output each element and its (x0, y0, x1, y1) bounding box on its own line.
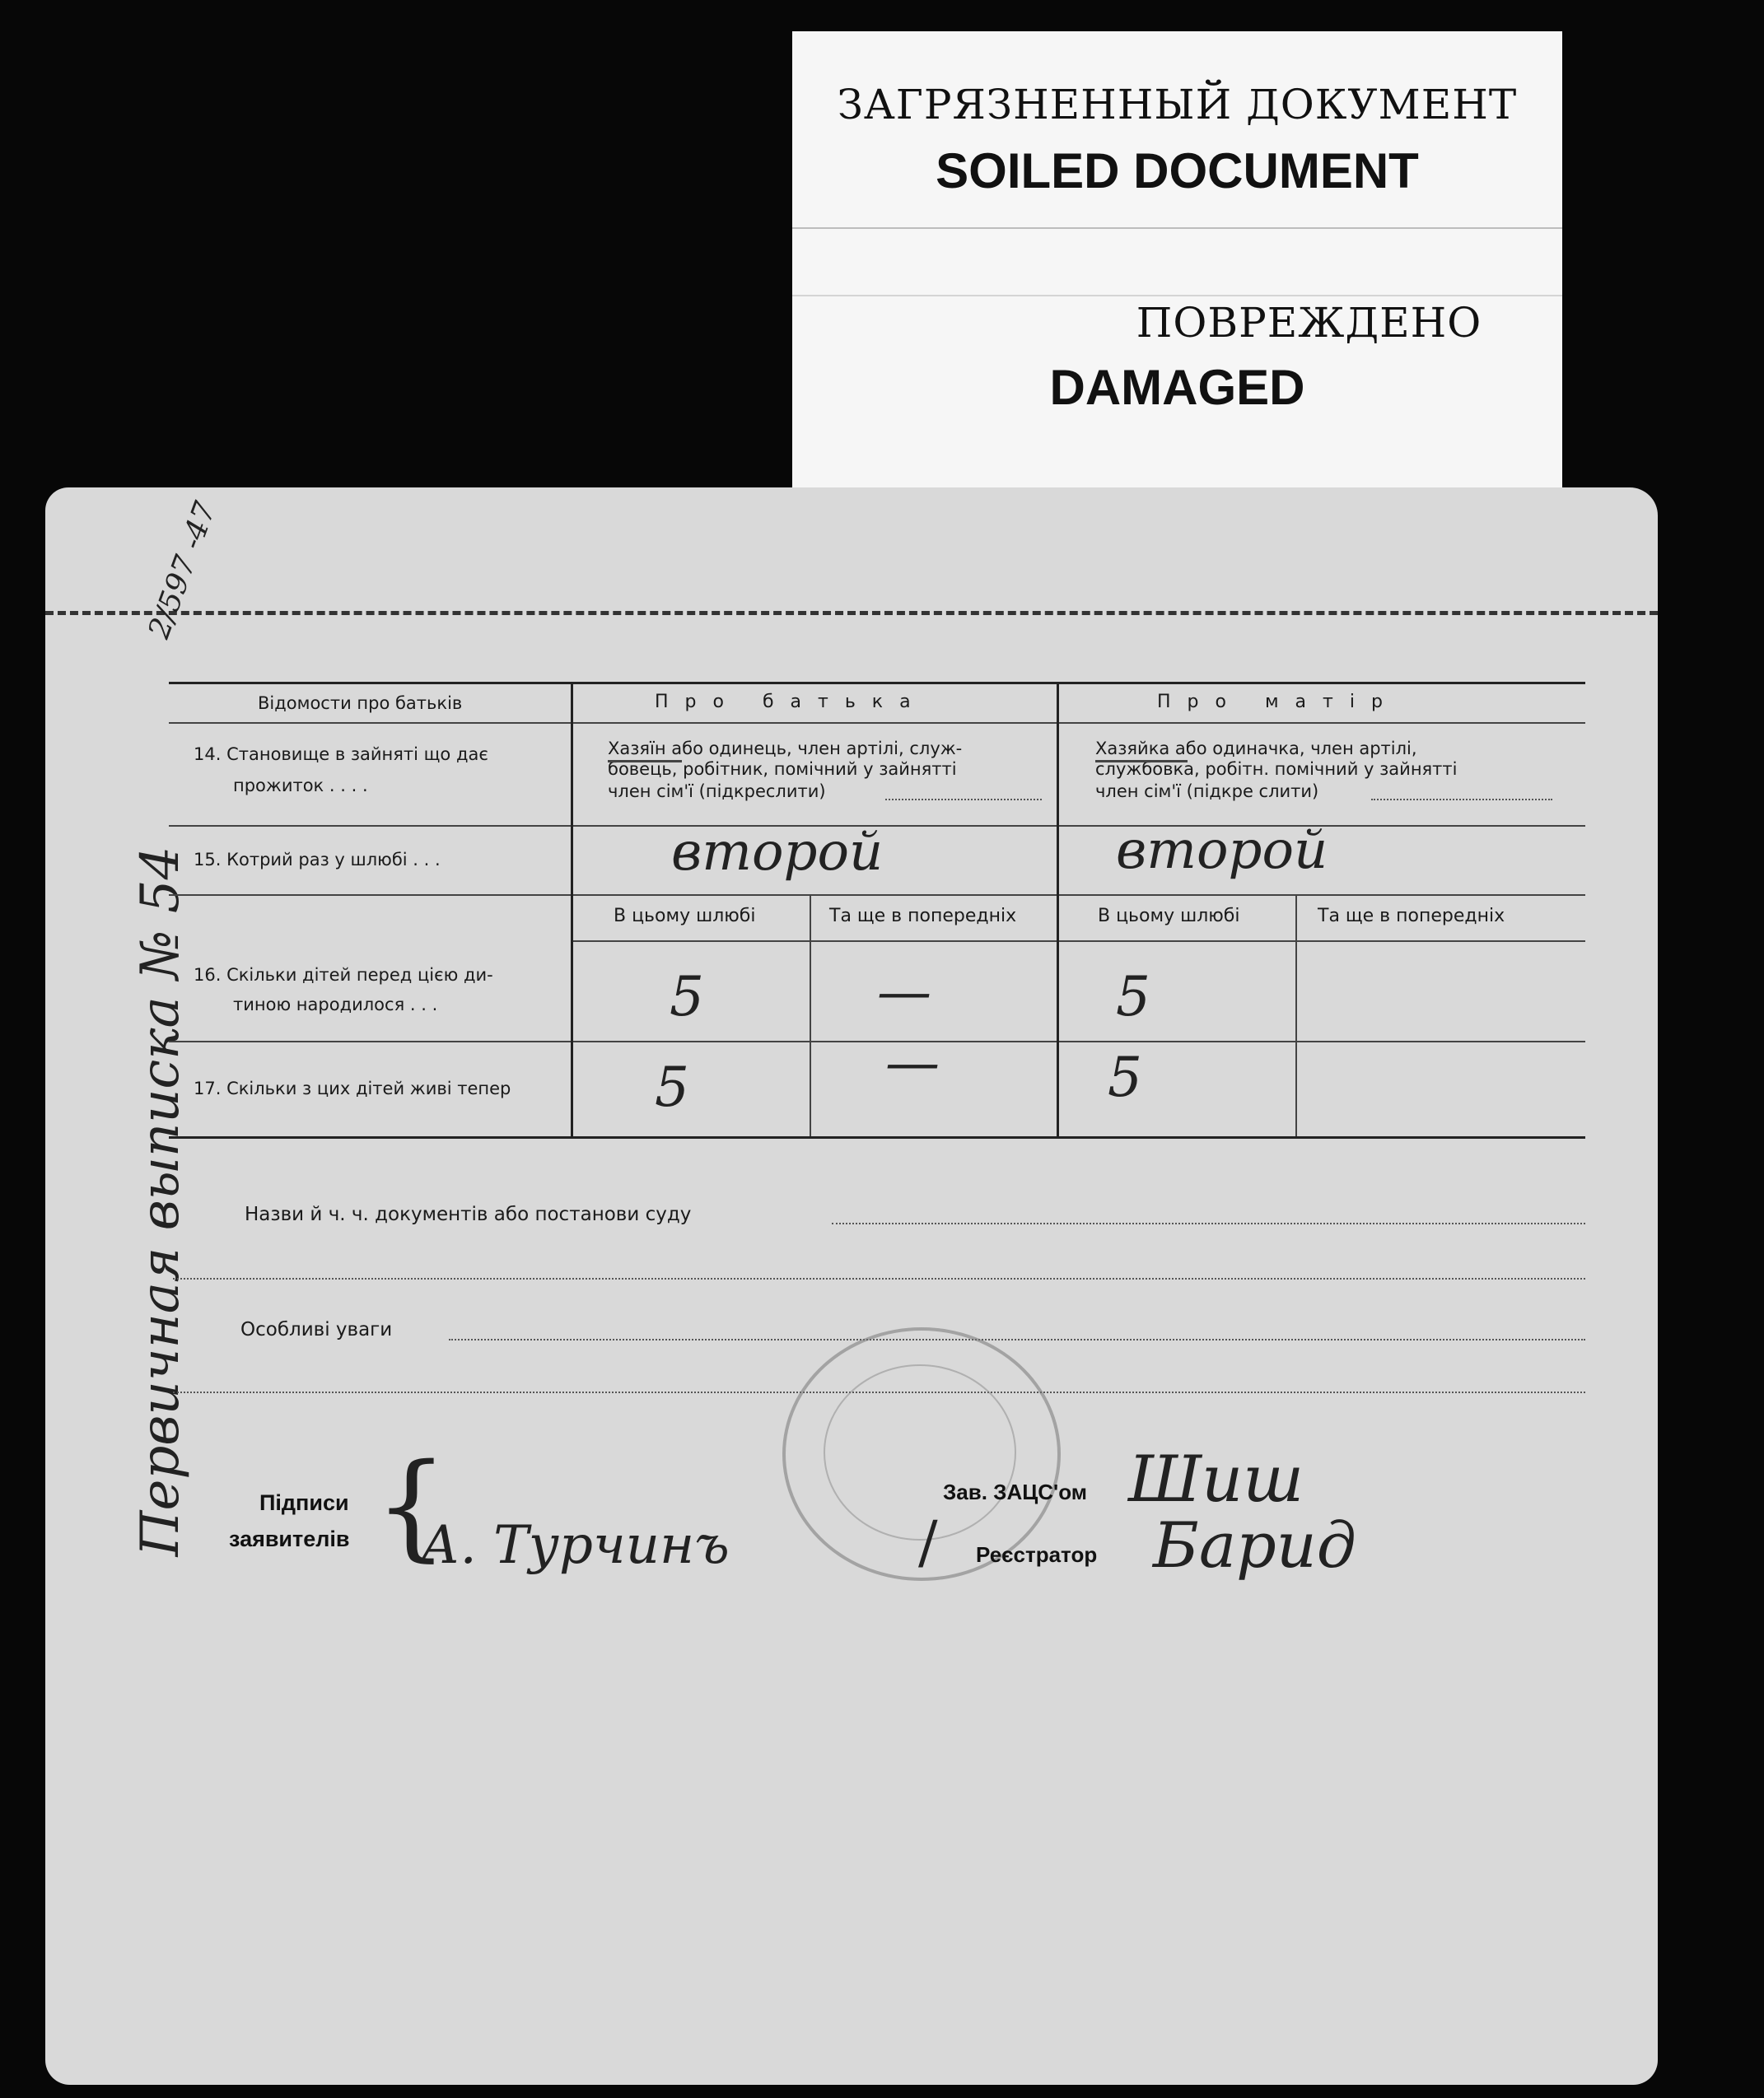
applicant-signature: А. Турчинъ (420, 1515, 730, 1576)
label-damaged-ru: ПОВРЕЖДЕНО (1136, 299, 1482, 347)
table-top-line (169, 682, 1585, 684)
col-divider-mother-sub (1295, 894, 1297, 1136)
remarks-label: Особливі уваги (240, 1319, 393, 1340)
row17-mother-this: 5 (1108, 1046, 1142, 1109)
row16-label-1: 16. Скільки дітей перед цією ди- (194, 965, 493, 985)
head-label: Зав. ЗАЦС'ом (943, 1480, 1087, 1504)
remarks-dots (449, 1339, 1585, 1340)
row14-mother-2: службовка, робітн. помічний у зайнятті (1095, 759, 1458, 779)
row14-mother-dots (1371, 799, 1552, 800)
margin-vertical-note: Первичная выписка № 54 (130, 846, 191, 1557)
row16-father-prev: — (877, 960, 931, 1023)
row14-father-underline (608, 760, 682, 762)
documents-label: Назви й ч. ч. документів або постанови суду (245, 1204, 692, 1225)
row14-mother-3: член сім'ї (підкре слити) (1095, 781, 1319, 801)
row16-father-this: 5 (670, 965, 704, 1028)
subheader-father-this: В цьому шлюбі (614, 906, 756, 926)
label-divider (792, 227, 1562, 229)
subheader-bottom-line (572, 940, 1585, 942)
col-header-father: Про батька (655, 692, 927, 712)
perforation-line (45, 611, 1658, 615)
col-header-mother: Про матір (1157, 692, 1399, 712)
label-soiled-en: SOILED DOCUMENT (936, 143, 1419, 198)
row14-mother-underline (1095, 760, 1188, 762)
subheader-mother-this: В цьому шлюбі (1098, 906, 1240, 926)
row14-father-3: член сім'ї (підкреслити) (608, 781, 826, 801)
signature-separator: / (918, 1508, 938, 1576)
head-signature: Шиш (1128, 1443, 1304, 1517)
row17-father-prev: — (885, 1031, 940, 1094)
row16-label-2: тиною народилося . . . (233, 995, 438, 1014)
record-sheet (45, 487, 1658, 2085)
row15-father-value: второй (671, 822, 884, 883)
row14-father-1: Хазяїн або одинець, член артілі, служ- (608, 739, 963, 758)
label-divider-2 (792, 295, 1562, 296)
row16-mother-this: 5 (1116, 965, 1150, 1028)
archive-condition-label (792, 31, 1562, 497)
col-divider-father-sub (810, 894, 811, 1136)
row14-father-dots (885, 799, 1042, 800)
archive-number: 2/597 -47 (142, 497, 223, 643)
row15-label: 15. Котрий раз у шлюбі . . . (194, 850, 441, 870)
row14-label-2: прожиток . . . . (233, 776, 368, 795)
row14-father-2: бовець, робітник, помічний у зайнятті (608, 759, 957, 779)
signatures-brace: { (375, 1439, 449, 1574)
row16-bottom-line (169, 1041, 1585, 1042)
row17-label: 17. Скільки з цих дітей живі тепер (194, 1079, 511, 1098)
table-header-line (169, 722, 1585, 724)
registrar-signature: Барид (1153, 1508, 1356, 1582)
row14-label-1: 14. Становище в зайняті що дає (194, 744, 488, 764)
row14-mother-1: Хазяйка або одиначка, член артілі, (1095, 739, 1417, 758)
documents-dots-2 (173, 1278, 1585, 1280)
documents-dots (832, 1223, 1585, 1224)
registrar-label: Реєстратор (976, 1542, 1098, 1567)
col-divider-2 (1057, 682, 1059, 1136)
label-damaged-en: DAMAGED (1049, 360, 1305, 415)
col-divider-1 (571, 682, 573, 1136)
table-bottom-line (169, 1136, 1585, 1139)
signatures-label-1: Підписи (259, 1490, 349, 1515)
row15-bottom-line (169, 894, 1585, 896)
col-header-parents: Відомости про батьків (258, 693, 463, 713)
row15-mother-value: второй (1116, 820, 1328, 881)
row17-father-this: 5 (655, 1056, 689, 1119)
subheader-mother-prev: Та ще в попередніх (1318, 906, 1505, 926)
signatures-label-2: заявителів (229, 1527, 350, 1551)
subheader-father-prev: Та ще в попередніх (829, 906, 1017, 926)
label-soiled-ru: ЗАГРЯЗНЕННЫЙ ДОКУМЕНТ (837, 81, 1518, 128)
